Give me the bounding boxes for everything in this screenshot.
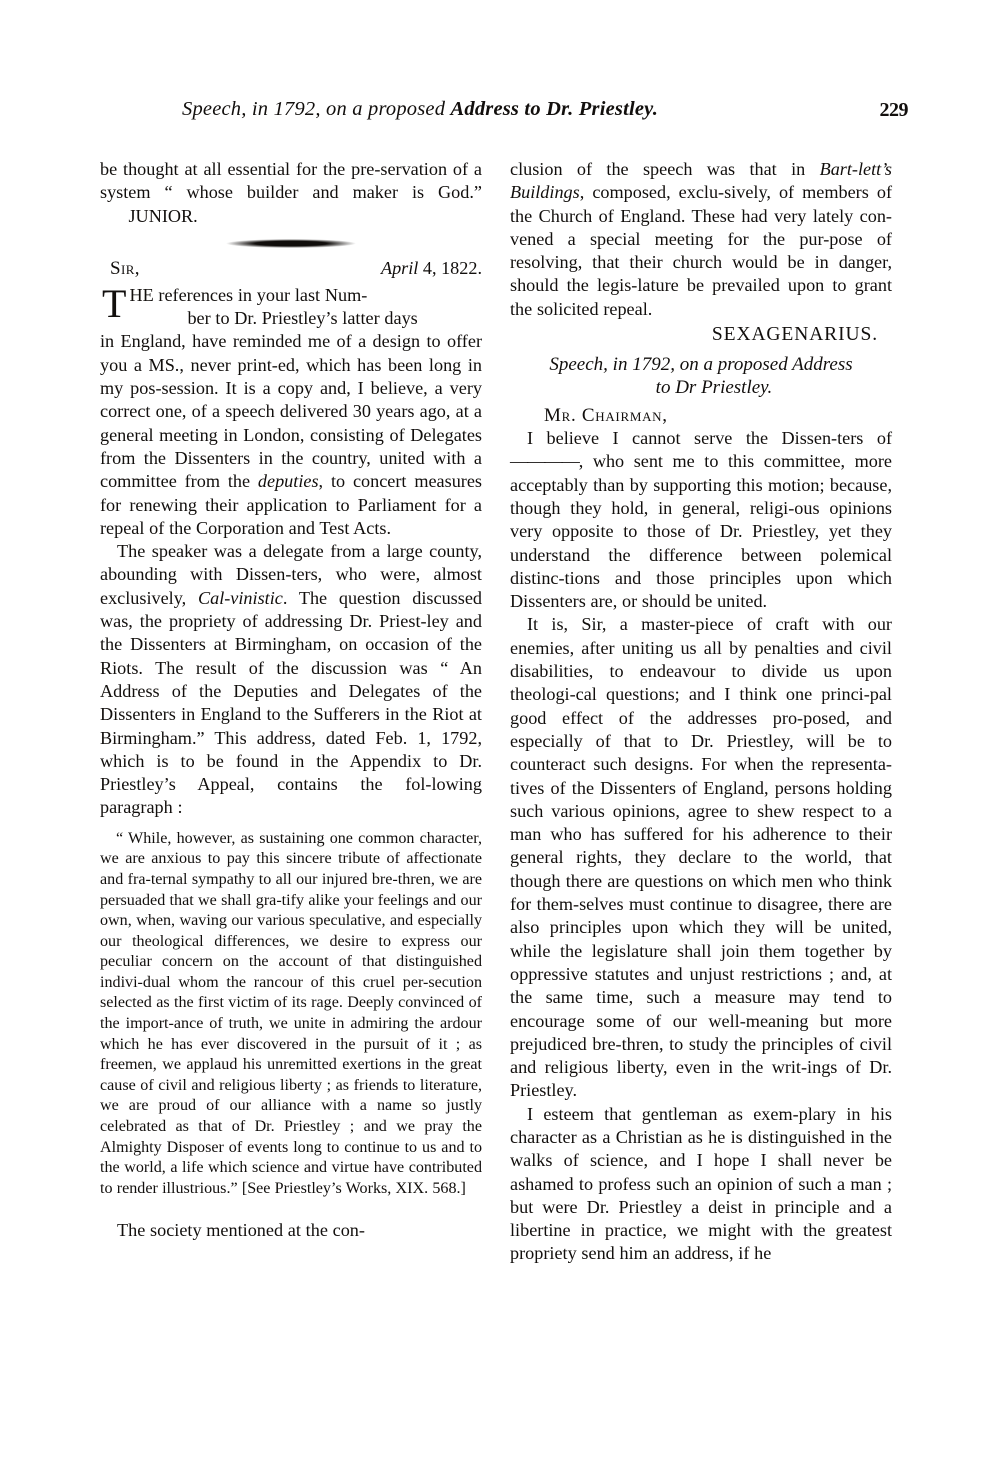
addressee-line: Mr. Chairman, — [544, 405, 668, 427]
speech-paragraph-1: I believe I cannot serve the Dissen-ters of ————, who sent me to this committee, more acceptably than by supporting this motion; because, though they hold, in general, religi-ous opinions very opposite to those of Dr. Priestley, yet they understand the difference between polemical distinc-tions and those principles upon which Dissenters are, or should be united. — [510, 428, 892, 612]
running-head-title: Speech, in 1792, on a proposed Address to Dr. Priestley. — [182, 98, 659, 120]
quoted-address-paragraph: “ While, however, as sustaining one common character, we are anxious to pay this sincere tribute of affectionate and fra-ternal sympathy to all our injured bre-thren, we are persuaded that we shall gra-tify alike your feelings and our own, when, waving our various speculative, and especially our theological differences, we desire to express our peculiar concern on the account of that distinguished indivi-dual whom the rancour of this cruel per-secution selected as the first victim of its rage. Deeply convinced of the import-ance of truth, we unite in admiring the ardour which he has ever discovered in the pursuit of it ; as freemen, we applaud his unremitted exertions in the great cause of civil and religious liberty ; as friends to literature, we are proud of our alliance with a name so justly celebrated as that of Dr. Priestley ; and we pray the Almighty Disposer of events long to continue to us and to the world, a life which science and virtue have contributed to render illustrious.” [See Priestley’s Works, XIX. 568.] — [100, 829, 482, 1197]
drop-cap: T — [102, 280, 127, 326]
opening-paragraph: THE references in your last Num- ber to Dr. Priestley’s latter days in England, have reminded me of a design to offer you a MS., never print-ed, which has been long in my pos-session. It is a copy and, I believe, a very correct one, of a speech delivered 30 years ago, at a general meeting in London, consisting of Delegates from the Dissenters in the country, united with a committee from the deputies, to concert measures for renewing their application to Parliament for a repeal of the Corporation and Test Acts. — [100, 280, 483, 538]
continued-paragraph: be thought at all essential for the pre-servation of a system “ whose builder and maker is God.” JUNIOR. — [100, 159, 482, 226]
redacted-blank: ———— — [510, 451, 579, 472]
dateline: April 4, 1822. — [380, 257, 482, 278]
left-column — [100, 158, 482, 1243]
salutation: Sir, — [110, 257, 140, 279]
author-signature: SEXAGENARIUS. — [711, 324, 878, 346]
society-paragraph: The society mentioned at the con- — [117, 1220, 365, 1241]
right-column — [510, 158, 892, 1266]
article-title: Speech, in 1792, on a proposed Address to Dr Priestley. — [549, 354, 853, 399]
speech-paragraph-3: I esteem that gentleman as exem-plary in his character as a Christian as he is distinguished in the walks of science, and I hope I shall never be ashamed to profess such an opinion of such a man ; but were Dr. Priestley a deist in principle and a libertine in practice, we might with the greatest propriety send him an address, if he — [510, 1103, 892, 1264]
junior-signature: JUNIOR. — [128, 205, 198, 226]
page-number: 229 — [879, 99, 908, 121]
speech-paragraph-2: It is, Sir, a master-piece of craft with our enemies, after uniting us all by penalties and civil disabilities, to endeavour to divide us upon theologi-cal questions; and I think one princi-pal good effect of the addresses pro-posed, and especially of that to Dr. Priestley, will be to counteract such designs. For when the representa-tives of the Dissenters of England, persons holding such various opinions, agree to shew respect to a man who has suffered for his adherence to their general rights, they declare to the world, that though there are questions on which men who think for them-selves must continue to disagree, there are also principles upon which they will be united, while the legislature shall join them together by oppressive statutes and unjust restrictions ; and, at the same time, such a measure may tend to encourage some of our well-meaning but more prejudiced bre-thren, to study the principles of civil and religious liberty, even in the writ-ings of Dr. Priestley. — [510, 614, 892, 1101]
continued-society-paragraph: clusion of the speech was that in Bart-lett’s Buildings, composed, exclu-sively, of members of the Church of England. These had very lately con-vened a special meeting for the pur-pose of resolving, that their church would be in danger, should the legis-lature be prevailed upon to grant the solicited repeal. — [510, 159, 892, 319]
speaker-paragraph: The speaker was a delegate from a large county, abounding with Dissen-ters, who were, almost exclusively, Cal-vinistic. The question discussed was, the propriety of addressing Dr. Priest-ley and the Dissenters at Birmingham, on occasion of the Riots. The result of the discussion was “ An Address of the Deputies and Delegates of the Dissenters in England to the Sufferers in the Riot at Birmingham.” This address, dated Feb. 1, 1792, which is to be found in the Appendix to Dr. Priestley’s Appeal, contains the fol-lowing paragraph : — [100, 541, 482, 818]
swelled-rule-divider — [226, 239, 356, 248]
two-column-body — [100, 158, 906, 1266]
letter-heading — [100, 258, 482, 283]
running-head — [100, 98, 906, 132]
